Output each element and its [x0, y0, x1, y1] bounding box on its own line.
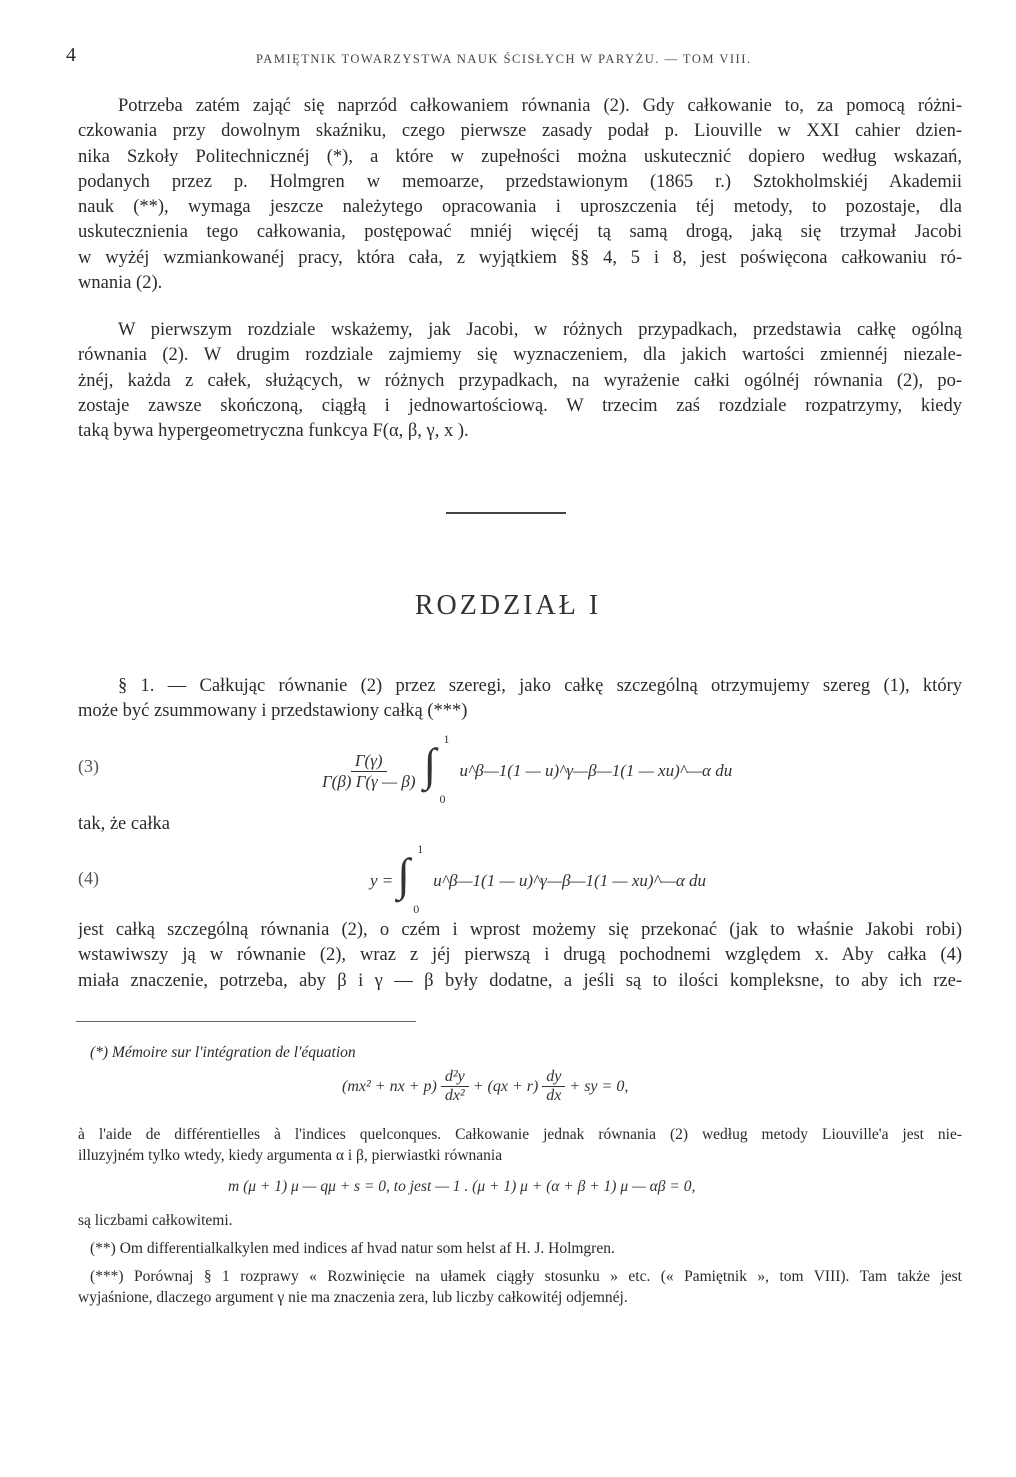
page-number: 4 — [66, 44, 76, 66]
integral-upper-limit: 1 — [417, 842, 424, 856]
text-line: nauk (**), wymaga jeszcze należytego opracowania i uproszczenia téj metody, to pozostaje, dla — [78, 197, 962, 218]
integral-lower-limit: 0 — [439, 792, 446, 806]
footnote-3 — [78, 1266, 962, 1308]
intro-paragraph-1 — [78, 94, 962, 296]
footnote-1-lead — [78, 1042, 962, 1063]
equation-4 — [78, 842, 962, 916]
integrand: u^β—1(1 — u)^γ—β—1(1 — xu)^—α du — [433, 871, 706, 890]
footnote-1-equation-2: m (μ + 1) μ — qμ + s = 0, to jest — 1 . (μ + 1) μ + (α + β + 1) μ — αβ = 0, — [228, 1178, 696, 1195]
chapter-title: ROZDZIAŁ I — [414, 590, 602, 621]
equation-term: + sy = 0, — [569, 1077, 629, 1095]
text-line: illuzyjném tylko wtedy, kiedy argumenta α i β, pierwiastki równania — [78, 1147, 503, 1164]
fraction-numerator: Γ(γ) — [351, 751, 387, 772]
intro-paragraph-2 — [78, 318, 962, 444]
first-derivative — [542, 1068, 565, 1105]
text-line: tak, że całka — [78, 814, 170, 834]
text-line: à l'aide de différentielles à l'indices quelconques. Całkowanie jednak równania (2) według metody Liouville'a jest nie- — [78, 1126, 962, 1143]
page-header — [66, 42, 966, 72]
footnote-1-equation — [342, 1068, 628, 1105]
text-line: w wyżéj wzmiankowanéj pracy, która cała, z wyjątkiem §§ 4, 5 i 8, jest poświęcona całkowaniu ró- — [78, 247, 962, 268]
text-line: wnania (2). — [78, 273, 163, 294]
connector-text — [78, 812, 962, 837]
footnote-1-tail — [78, 1210, 962, 1231]
text-line: może być zsummowany i przedstawiony całką (***) — [78, 701, 468, 722]
integrand: u^β—1(1 — u)^γ—β—1(1 — xu)^—α du — [459, 761, 733, 780]
equation-term: (mx² + nx + p) — [342, 1077, 437, 1095]
running-title: PAMIĘTNIK TOWARZYSTWA NAUK ŚCISŁYCH W PARYŻU. — TOM VIII. — [256, 52, 752, 66]
text-line: (**) Om differentialkalkylen med indices af hvad natur som helst af H. J. Holmgren. — [90, 1240, 615, 1257]
fraction-numerator: dy — [542, 1068, 565, 1087]
integral-sign: ∫ 1 0 — [423, 732, 450, 806]
fraction-denominator: Γ(β) Γ(γ — β) — [322, 771, 416, 791]
text-line: (*) Mémoire sur l'intégration de l'équation — [90, 1044, 356, 1061]
gamma-fraction — [318, 751, 419, 792]
text-line: nika Szkoły Politechnicznéj (*), a które w zupełności można uskutecznić dopiero według wskazań, — [78, 146, 962, 167]
fraction-denominator: dx — [546, 1087, 562, 1104]
equation-lhs: y = — [370, 871, 394, 890]
text-line: miała znaczenie, potrzeba, aby β i γ — β były dodatne, a jeśli są to ilości kompleksne, to aby ich rze- — [78, 970, 962, 991]
text-line: W pierwszym rozdziale wskażemy, jak Jacobi, w różnych przypadkach, przedstawia całkę ogólną — [118, 320, 962, 340]
footnote-2 — [78, 1238, 962, 1259]
equation-3 — [78, 732, 962, 816]
text-line: wstawiwszy ją w równanie (2), wraz z jéj pierwszą i drugą pochodnemi względem x. Aby całka (4) — [78, 945, 962, 966]
text-line: zostaje zawsze skończoną, ciągłą i jednowartościową. W trzecim zaś rozdziale rozpatrzymy, kiedy — [78, 395, 962, 416]
integral-lower-limit: 0 — [413, 902, 420, 916]
equation-label: (3) — [78, 756, 99, 776]
footnote-divider — [76, 1021, 416, 1022]
section-1-paragraph-2 — [78, 918, 962, 994]
second-derivative — [441, 1068, 469, 1105]
text-line: (***) Porównaj § 1 rozprawy « Rozwinięcie na ułamek ciągły stosunku » etc. (« Pamiętnik », tom VIII). Tam także jest — [90, 1268, 962, 1285]
text-line: taką bywa hypergeometryczna funkcya F(α, β, γ, x ). — [78, 421, 469, 442]
section-divider — [446, 512, 566, 514]
text-line: żnéj, każda z całek, służących, w różnych przypadkach, na wyrażenie całki ogólnéj równania (2), po- — [78, 370, 962, 391]
text-line: Potrzeba zatém zająć się naprzód całkowaniem równania (2). Gdy całkowanie to, za pomocą różni- — [118, 96, 962, 116]
fraction-denominator: dx² — [444, 1087, 465, 1104]
text-line: uskutecznienia tego całkowania, postępować mniéj więcéj tą samą drogą, jaką się trzymał Jacobi — [78, 222, 962, 243]
text-line: są liczbami całkowitemi. — [78, 1212, 233, 1229]
text-line: wyjaśnione, dlaczego argument γ nie ma znaczenia zera, lub liczby całkowitéj odjemnéj. — [78, 1289, 628, 1306]
text-line: równania (2). W drugim rozdziale zajmiemy się wyznaczeniem, dla jakich wartości zmiennéj niezale- — [78, 345, 962, 366]
equation-label: (4) — [78, 868, 99, 888]
integral-sign: ∫ 1 0 — [397, 842, 424, 916]
text-line: podanych przez p. Holmgren w memoarze, przedstawionym (1865 r.) Sztokholmskiéj Akademii — [78, 171, 962, 192]
text-line: jest całką szczególną równania (2), o czém i wprost możemy się przekonać (jak to właśnie Jakobi robi) — [78, 920, 962, 940]
text-line: czkowania przy dowolnym skaźniku, czego pierwsze zasady podał p. Liouville w XXI cahier dzien- — [78, 121, 962, 142]
section-1-paragraph — [78, 674, 962, 725]
integral-upper-limit: 1 — [443, 732, 450, 746]
equation-term: + (qx + r) — [472, 1077, 539, 1095]
text-line: § 1. — Całkując równanie (2) przez szeregi, jako całkę szczególną otrzymujemy szereg (1), który — [118, 676, 962, 696]
footnote-1-body — [78, 1124, 962, 1166]
fraction-numerator: d²y — [441, 1068, 469, 1087]
